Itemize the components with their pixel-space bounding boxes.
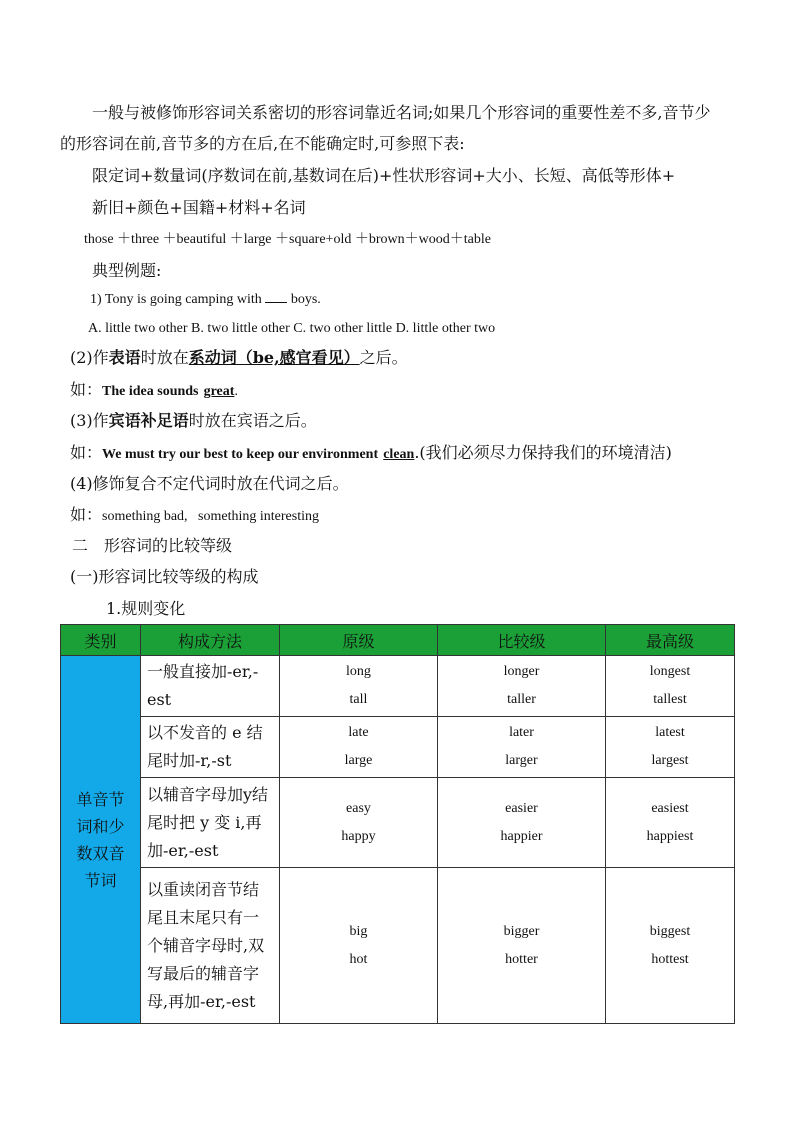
word: tall (349, 692, 368, 707)
example-object-complement (70, 440, 672, 463)
ex3-word: clean (383, 447, 415, 462)
method-cell: 以不发音的 e 结尾时加-r,-st (141, 717, 280, 778)
header-comparative: 比较级 (438, 625, 606, 656)
superlative-cell (606, 717, 735, 778)
word: hot (349, 951, 368, 967)
table-row (61, 778, 735, 868)
word: late (348, 725, 369, 740)
question-1-options: A. little two other B. two little other C. two other little D. little other two (88, 321, 496, 336)
comparative-cell (438, 868, 606, 1024)
question-1 (90, 290, 321, 308)
word: hottest (651, 951, 689, 967)
s3-bold: 宾语补足语 (108, 411, 189, 430)
header-superlative: 最高级 (606, 625, 735, 656)
ex2-label: 如： (70, 380, 103, 399)
header-method: 构成方法 (141, 625, 280, 656)
table-row (61, 717, 735, 778)
intro-line-1: 一般与被修饰形容词关系密切的形容词靠近名词;如果几个形容词的重要性差不多,音节少 (92, 103, 711, 122)
positive-cell (280, 778, 438, 868)
comparative-cell (438, 778, 606, 868)
method-cell: 一般直接加-er,-est (141, 656, 280, 717)
example-predicative (70, 377, 238, 400)
word: largest (651, 753, 689, 768)
word: longest (649, 664, 691, 679)
order-rule-line-1: 限定词+数量词(序数词在前,基数词在后)+性状形容词+大小、长短、高低等形体+ (92, 166, 676, 185)
question-1-end: boys. (290, 292, 321, 307)
word: taller (507, 692, 536, 707)
s3-prefix: (3)作 (70, 411, 109, 430)
header-positive: 原级 (280, 625, 438, 656)
word: happier (500, 828, 543, 844)
ex2-word: great (203, 384, 235, 399)
table-row (61, 656, 735, 717)
word: longer (503, 664, 540, 679)
example-indefinite-pronoun (70, 502, 319, 525)
ex3-end: .(我们必须尽力保持我们的环境清洁) (414, 443, 672, 462)
word: happy (341, 828, 376, 844)
category-text: 单音节词和少数双音节词 (76, 789, 125, 890)
order-example: those ＋three ＋beautiful ＋large ＋square+old ＋brown＋wood＋table (84, 232, 491, 247)
s2-bold: 表语 (108, 348, 141, 367)
method-cell: 以重读闭音节结尾且末尾只有一个辅音字母时,双写最后的辅音字母,再加-er,-est (141, 868, 280, 1024)
word: long (346, 664, 371, 679)
ex2-text: The idea sounds (102, 384, 199, 399)
comparison-table (60, 624, 735, 1024)
word: bigger (503, 923, 540, 939)
word: latest (655, 725, 685, 740)
comparative-cell (438, 717, 606, 778)
heading-comparison: 二 形容词的比较等级 (72, 536, 233, 555)
s2-prefix: (2)作 (70, 348, 109, 367)
order-rule-line-2: 新旧+颜色+国籍+材料+名词 (92, 198, 306, 217)
answer-blank (265, 290, 287, 303)
superlative-cell (606, 778, 735, 868)
ex2-end: . (234, 384, 238, 399)
word: easier (505, 800, 538, 816)
intro-line-2: 的形容词在前,音节多的方在后,在不能确定时,可参照下表: (60, 134, 465, 153)
word: large (344, 753, 373, 768)
header-category: 类别 (61, 625, 141, 656)
s2-mid: 时放在 (140, 348, 189, 367)
superlative-cell (606, 656, 735, 717)
positive-cell (280, 868, 438, 1024)
word: biggest (649, 923, 691, 939)
positive-cell (280, 717, 438, 778)
example-title: 典型例题: (92, 261, 162, 280)
s2-linking-verbs: 系动词（be,感官看见） (188, 348, 360, 367)
question-1-text: 1) Tony is going camping with (90, 292, 262, 307)
s3-suffix: 时放在宾语之后。 (188, 411, 317, 430)
section-predicative (70, 345, 408, 368)
word: tallest (653, 692, 687, 707)
word: happiest (646, 828, 694, 844)
ex3-text: We must try our best to keep our environment (102, 447, 379, 462)
ex4-label: 如： (70, 505, 103, 524)
word: easy (346, 800, 371, 816)
superlative-cell (606, 868, 735, 1024)
word: later (509, 725, 534, 740)
word: big (349, 923, 368, 939)
ex4-text: something bad, something interesting (102, 509, 319, 524)
word: easiest (651, 800, 689, 816)
section-object-complement (70, 408, 317, 431)
category-cell (61, 656, 141, 1024)
table-row (61, 868, 735, 1024)
heading-formation: (一)形容词比较等级的构成 (70, 567, 259, 586)
table-header-row (61, 625, 735, 656)
s2-suffix: 之后。 (359, 348, 408, 367)
method-cell: 以辅音字母加y结尾时把 y 变 i,再加-er,-est (141, 778, 280, 868)
positive-cell (280, 656, 438, 717)
heading-regular-change: 1.规则变化 (106, 599, 186, 618)
comparative-cell (438, 656, 606, 717)
ex3-label: 如： (70, 443, 103, 462)
section-indefinite-pronoun: (4)修饰复合不定代词时放在代词之后。 (70, 474, 349, 493)
word: hotter (505, 951, 538, 967)
word: larger (505, 753, 538, 768)
